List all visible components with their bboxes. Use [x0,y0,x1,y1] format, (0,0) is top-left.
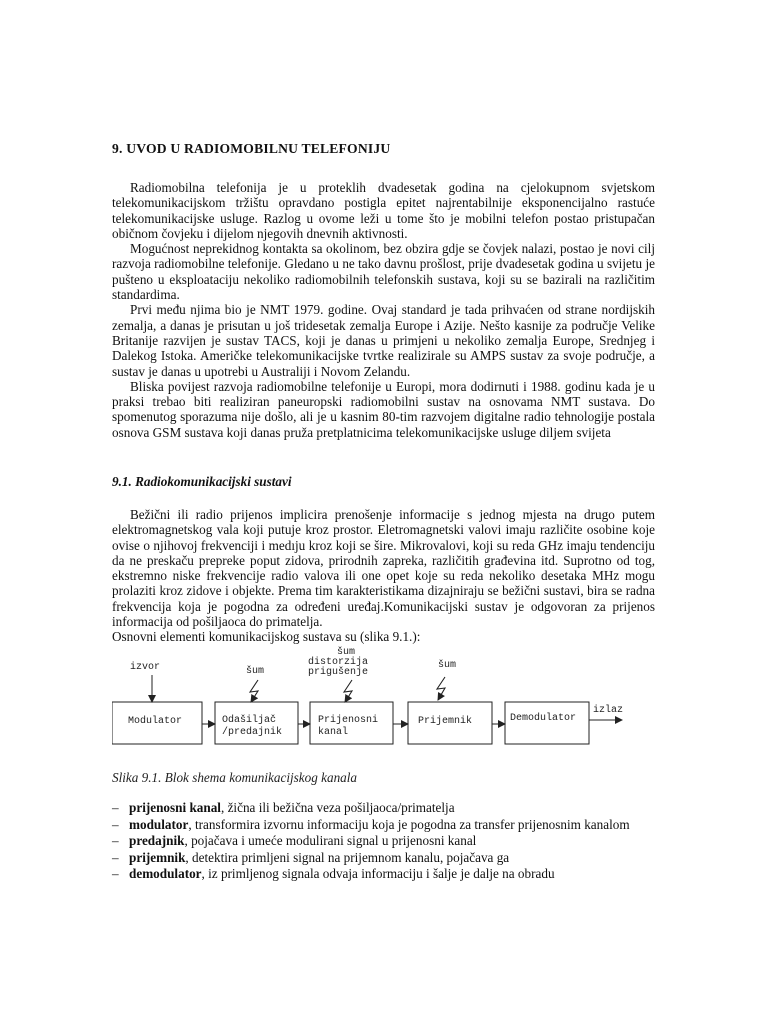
channel-block [310,702,393,744]
bullet-dash: – [112,816,119,832]
bullet-dash: – [112,866,119,881]
definition-list [112,800,655,883]
elements-intro: Osnovni elementi komunikacijskog sustava su (slika 9.1.): [112,629,421,645]
channel-label-line1: Prijenosni [318,715,379,726]
paragraph: Bežični ili radio prijenos implicira prenošenje informacije s jednog mjesta na drugo putem elektromagnetskog vala koji putuje kroz prostor. Eletromagnetski valovi imaju različite osobine koje ovise o njihovoj frekvenciji i medıju kroz koji se šire. Mikrovalovi, koji su reda GHz imaju tendenciju da ne preskaču prepreke poput zidova, prirodnih zapreka, različitih građevina itd. Suprotno od tog, ekstremno niske frekvencije radio valova ili one opet koje su reda nekoliko desetaka MHz mogu prolaziti kroz zidove i objekte. Prema tim karakteristikama dizajniraju se bežični sustavi, bira se radna frekvencija koja je pogodna za određeni uređaj.Komunikacijski sustav je odgovoran za prijenos informacija od pošiljaoca do primatelja. [112,507,655,630]
input-label: izvor [130,662,161,673]
bullet-dash: – [112,833,119,848]
intro-text [112,180,655,440]
noise-label-receiver: šum [438,660,457,671]
section-title: 9.1. Radiokomunikacijski sustavi [112,474,292,489]
definition-term: predajnik [129,833,185,848]
channel-label-line2: kanal [318,727,349,738]
definition-term: prijenosni kanal [129,800,221,815]
block-diagram [112,642,655,752]
section-text [112,507,655,645]
demodulator-block [505,702,589,744]
definition-desc: , transformira izvornu informaciju koja je pogodna za transfer prijenosnim kanalom [188,816,630,832]
paragraph: Prvi među njima bio je NMT 1979. godine. Ovaj standard je tada prihvaćen od strane nordijskih zemalja, a danas je prisutan u još tridesetak zemalja Europe i Azije. Nešto kasnije za područje Velike Britanije razvijen je sustav TACS, koji je danas u primjeni u nekoliko zemalja Europe, Srednjeg i Dalekog Istoka. Američke telekomunikacijske tvrtke realizirale su AMPS sustav za svoje područje, a sustav je danas u upotrebi u Australiji i Novom Zelandu. [112,302,655,379]
list-item [112,850,655,867]
attenuation-label: prigušenje [308,667,369,678]
noise-lightning-icon [250,680,258,702]
chapter-title: 9. UVOD U RADIOMOBILNU TELEFONIJU [112,141,391,156]
bullet-dash: – [112,800,119,815]
transmitter-label-line1: Odašiljač [222,715,277,726]
definition-desc: , iz primljenog signala odvaja informaciju i šalje je dalje na obradu [201,866,555,881]
modulator-label: Modulator [128,716,183,727]
distortion-label: distorzija [308,657,369,668]
demodulator-label: Demodulator [510,713,577,724]
noise-lightning-icon [344,680,352,702]
definition-term: prijemnik [129,849,186,865]
definition-desc: , detektira primljeni signal na prijemnom kanalu, pojačava ga [185,849,510,865]
list-item [112,800,655,817]
definition-desc: , žična ili bežična veza pošiljaoca/primatelja [220,800,455,815]
output-label: izlaz [593,705,624,716]
paragraph: Bliska povijest razvoja radiomobilne telefonije u Europi, mora dodirnuti i 1988. godinu kada je u praksi trebao biti realiziran paneuropski radiomobilni sustav na osnovama NMT sustava. Do spomenutog sporazuma nije došlo, ali je u kasnim 80-tim razvojem digitalne radio tehnologije postala osnova GSM sustava koji danas pruža pretplatnicima telekomunikacijske usluge diljem svijeta [112,378,655,440]
noise-label-transmitter: šum [246,666,265,677]
paragraph: Mogućnost neprekidnog kontakta sa okolinom, bez obzira gdje se čovjek nalazi, postao je novi cilj razvoja radiomobilne telefonije. Gledano u ne tako davnu prošlost, prije dvadesetak godina u svijetu je pušteno u eksploataciju nekoliko radiomobilnih telefonskih sustava, koji su se bazirali na različitim standardima. [112,241,655,303]
noise-lightning-icon [437,677,445,700]
definition-term: demodulator [129,866,202,881]
receiver-label: Prijemnik [418,716,473,727]
modulator-block [112,702,202,744]
bullet-dash: – [112,849,119,865]
noise-label-channel: šum [337,647,356,658]
transmitter-block [215,702,298,744]
paragraph: Radiomobilna telefonija je u proteklih dvadesetak godina na cjelokupnom svjetskom telekomunikacijskom tržištu opravdano postigla epitet najrentabilnije eksponencijalno rastuće telekomunikacijske usluge. Razlog u ovome leži u tome što je mobilni telefon postao pristupačan običnom čovjeku i dijelom njegovih dnevnih aktivnosti. [112,180,655,241]
transmitter-label-line2: /predajnik [222,727,283,738]
definition-desc: , pojačava i umeće modulirani signal u prijenosni kanal [184,833,477,848]
block-diagram-svg [112,642,655,752]
figure-caption: Slika 9.1. Blok shema komunikacijskog kanala [112,770,358,785]
receiver-block [408,702,492,744]
list-item [112,866,655,883]
list-item [112,833,655,850]
list-item [112,817,655,834]
definition-term: modulator [129,816,189,832]
